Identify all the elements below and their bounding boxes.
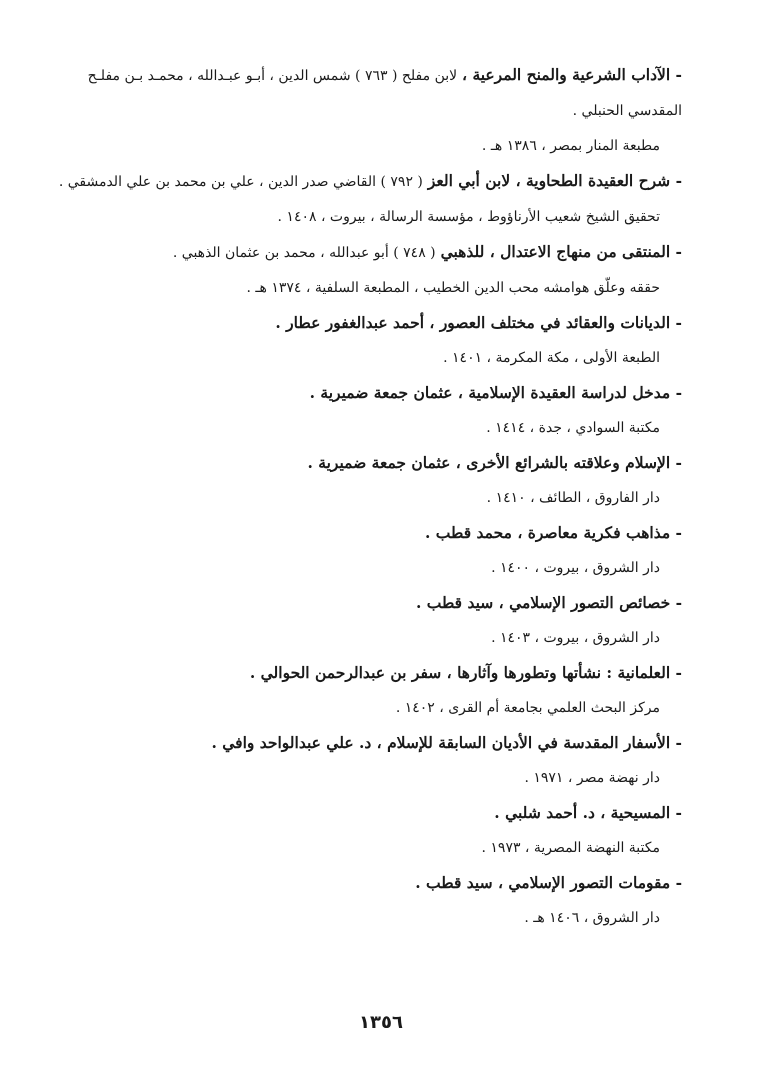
page-number: ١٣٥٦ <box>359 1012 403 1033</box>
entry-title: - الديانات والعقائد في مختلف العصور ، أحمد عبدالغفور عطار . <box>275 313 682 332</box>
bibliography-entry <box>80 656 682 726</box>
bibliography-entry <box>80 586 682 656</box>
entry-publication: دار الفاروق ، الطائف ، ١٤١٠ . <box>486 490 660 506</box>
bibliography-entry <box>80 866 682 936</box>
bibliography-entry <box>80 235 682 306</box>
entry-title-line <box>80 586 682 620</box>
entry-title-line <box>80 796 682 830</box>
entry-title: - خصائص التصور الإسلامي ، سيد قطب . <box>415 593 682 612</box>
entry-title-line <box>80 446 682 480</box>
entry-author: لابن مفلح ( ٧٦٣ ) شمس الدين ، أبـو عبـدالله ، محمـد بـن مفلـح المقدسي الحنبلي . <box>87 68 682 119</box>
entry-title: - الآداب الشرعية والمنح المرعية ، <box>462 65 682 84</box>
entry-title: - شرح العقيدة الطحاوية ، لابن أبي العز <box>427 171 682 190</box>
entry-publication: مكتبة النهضة المصرية ، ١٩٧٣ . <box>481 840 660 856</box>
entry-title: - الأسفار المقدسة في الأديان السابقة للإسلام ، د. علي عبدالواحد وافي . <box>211 733 682 752</box>
entry-publication: دار نهضة مصر ، ١٩٧١ . <box>524 770 660 786</box>
bibliography-entry <box>80 516 682 586</box>
entry-title: - العلمانية : نشأتها وتطورها وآثارها ، سفر بن عبدالرحمن الحوالي . <box>249 663 682 682</box>
bibliography-entry <box>80 446 682 516</box>
entry-title: - مقومات التصور الإسلامي ، سيد قطب . <box>415 873 682 892</box>
entry-publication: دار الشروق ، بيروت ، ١٤٠٠ . <box>491 560 660 576</box>
entry-title-line <box>80 516 682 550</box>
entry-publication: مركز البحث العلمي بجامعة أم القرى ، ١٤٠٢ . <box>395 700 660 716</box>
bibliography-entry <box>58 164 682 235</box>
bibliography-entry <box>80 306 682 376</box>
entry-title-line <box>80 235 682 270</box>
entry-title-line <box>80 306 682 340</box>
entry-author: ( ٧٩٢ ) القاضي صدر الدين ، علي بن محمد بن علي الدمشقي . <box>58 174 423 190</box>
entry-title-line <box>80 376 682 410</box>
entry-title-line <box>58 164 682 199</box>
bibliography-page <box>58 58 682 936</box>
bibliography-entry <box>80 376 682 446</box>
entry-title: - مدخل لدراسة العقيدة الإسلامية ، عثمان جمعة ضميرية . <box>309 383 682 402</box>
entry-publication: مطبعة المنار بمصر ، ١٣٨٦ هـ . <box>481 138 660 154</box>
entry-publication: الطبعة الأولى ، مكة المكرمة ، ١٤٠١ . <box>443 350 660 366</box>
entry-publication: تحقيق الشيخ شعيب الأرناؤوط ، مؤسسة الرسالة ، بيروت ، ١٤٠٨ . <box>277 209 660 225</box>
entry-title-line <box>80 726 682 760</box>
entry-title: - مذاهب فكرية معاصرة ، محمد قطب . <box>425 523 682 542</box>
entry-publication: مكتبة السوادي ، جدة ، ١٤١٤ . <box>486 420 660 436</box>
bibliography-entry <box>80 726 682 796</box>
entry-title-line <box>80 866 682 900</box>
entry-publication: حققه وعلّق هوامشه محب الدين الخطيب ، المطبعة السلفية ، ١٣٧٤ هـ . <box>246 280 660 296</box>
entry-publication: دار الشروق ، ١٤٠٦ هـ . <box>524 910 660 926</box>
bibliography-entry <box>80 58 682 164</box>
entry-author: ( ٧٤٨ ) أبو عبدالله ، محمد بن عثمان الذهبي . <box>172 245 436 261</box>
bibliography-entry <box>80 796 682 866</box>
entry-title: - الإسلام وعلاقته بالشرائع الأخرى ، عثمان جمعة ضميرية . <box>307 453 682 472</box>
entry-title-line <box>80 656 682 690</box>
entry-title: - المسيحية ، د. أحمد شلبي . <box>494 803 682 822</box>
entry-title-line <box>80 58 682 128</box>
entry-title: - المنتقى من منهاج الاعتدال ، للذهبي <box>440 242 682 261</box>
entry-publication: دار الشروق ، بيروت ، ١٤٠٣ . <box>491 630 660 646</box>
